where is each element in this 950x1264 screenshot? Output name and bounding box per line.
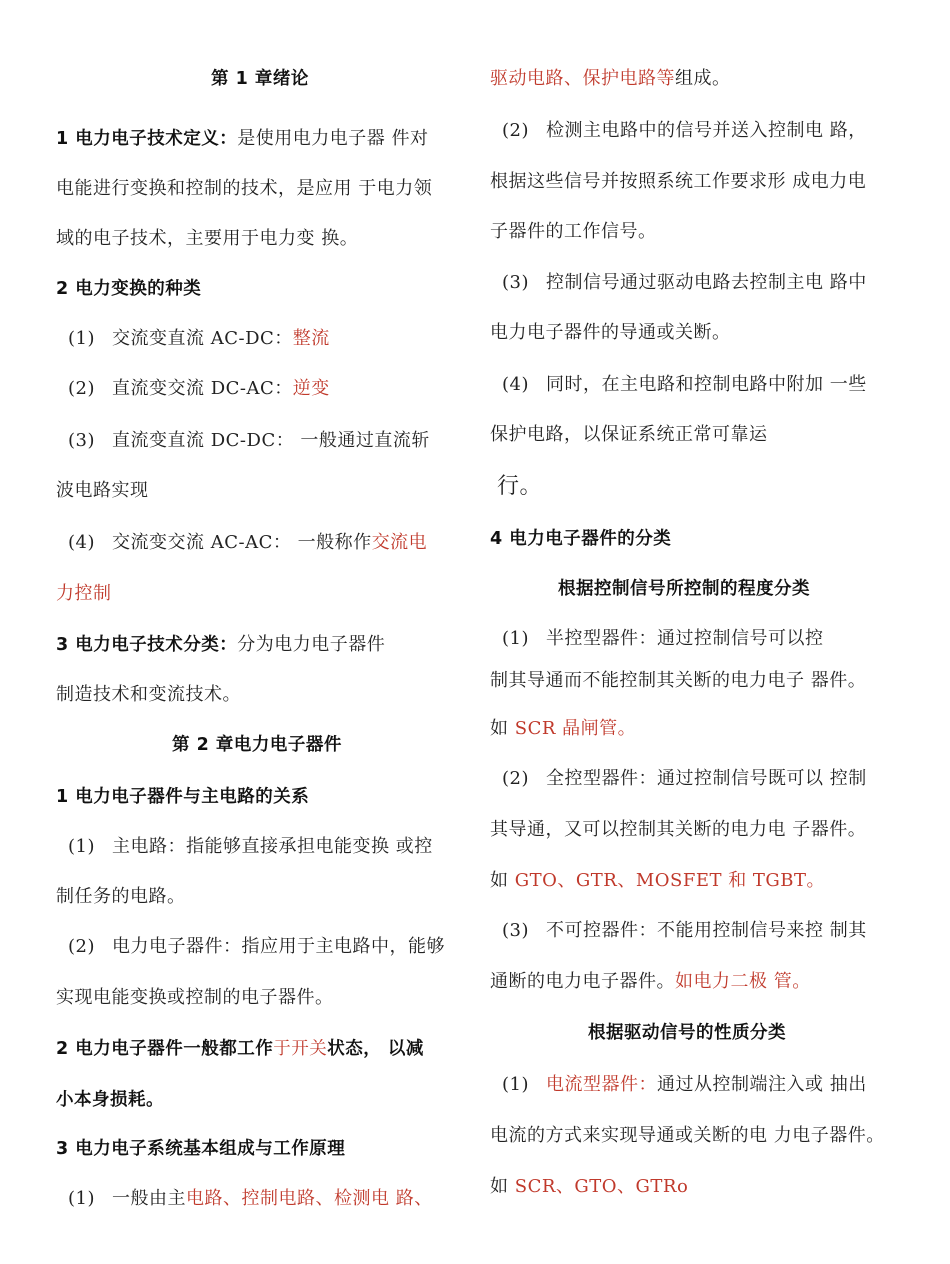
item-text: 半控型器件：通过控制信号可以控 (546, 628, 824, 649)
principle-item-3 (502, 270, 867, 296)
composition-item-1-line-2 (490, 66, 731, 92)
chapter-1-title: 第 1 章绪论 (211, 69, 309, 89)
item-number: (4) (68, 532, 95, 553)
item-number: (2) (502, 120, 529, 141)
section-text: 2 电力电子器件一般都工作 (56, 1039, 274, 1059)
highlight-text: 交流电 (371, 532, 428, 553)
device-type-item-1-line-2: 制其导通而不能控制其关断的电力电子 器件。 (490, 670, 867, 691)
ch2-section-3-heading: 3 电力电子系统基本组成与工作原理 (56, 1139, 346, 1159)
item-text: 交流变交流 AC-AC： 一般称作 (112, 532, 372, 553)
section-1-line-2: 电能进行变换和控制的技术，是应用 于电力领 (56, 178, 433, 199)
highlight-text: 电路、控制电路、检测电 路、 (186, 1188, 433, 1209)
section-3-line-2: 制造技术和变流技术。 (56, 684, 241, 705)
item-text: 通过从控制端注入或 抽出 (657, 1074, 867, 1095)
highlight-text: 逆变 (292, 378, 330, 399)
device-type-item-2-line-3 (490, 868, 825, 894)
principle-item-4-line-2: 保护电路，以保证系统正常可靠运 (490, 424, 768, 445)
principle-item-4 (502, 372, 867, 398)
section-1-heading: 1 电力电子技术定义： (56, 129, 238, 149)
ch2-section-2-line-1 (56, 1036, 424, 1062)
section-3-text: 分为电力电子器件 (237, 634, 386, 655)
relation-item-2-line-2: 实现电能变换或控制的电子器件。 (56, 987, 334, 1008)
conversion-item-4-line-2: 力控制 (56, 583, 112, 604)
drive-type-item-1-line-2: 电流的方式来实现导通或关断的电 力电子器件。 (490, 1125, 885, 1146)
section-text: 状态， 以减 (327, 1039, 424, 1059)
highlight-text: 驱动电路、保护电路等 (490, 68, 675, 89)
ch2-section-1-heading: 1 电力电子器件与主电路的关系 (56, 787, 310, 807)
item-text: 通断的电力电子器件。 (490, 971, 675, 992)
item-text: 电力电子器件：指应用于主电路中，能够 (112, 936, 445, 957)
device-type-item-1 (502, 626, 824, 652)
section-3-line-1 (56, 632, 385, 658)
highlight-text: GTO、GTR、MOSFET 和 TGBT。 (514, 870, 826, 891)
device-type-item-2-line-2: 其导通，又可以控制其关断的电力电 子器件。 (490, 819, 867, 840)
principle-item-2-line-3: 子器件的工作信号。 (490, 221, 657, 242)
item-number: (1) (68, 328, 95, 349)
device-type-item-1-line-3 (490, 716, 636, 742)
principle-item-2 (502, 118, 867, 144)
item-text: 直流变直流 DC-DC： 一般通过直流斩 (112, 430, 430, 451)
drive-type-item-1-line-3 (490, 1174, 688, 1200)
item-number: (2) (502, 768, 529, 789)
principle-item-3-line-2: 电力电子器件的导通或关断。 (490, 322, 731, 343)
conversion-item-2 (68, 376, 330, 402)
relation-item-1 (68, 834, 433, 860)
item-text: 如 (490, 1176, 515, 1197)
item-number: (2) (68, 378, 95, 399)
conversion-item-4 (68, 530, 427, 556)
section-1-line-3: 域的电子技术，主要用于电力变 换。 (56, 228, 359, 249)
relation-item-2 (68, 934, 445, 960)
ch2-section-2-line-2: 小本身损耗。 (56, 1090, 164, 1110)
conversion-item-3-line-2: 波电路实现 (56, 480, 149, 501)
highlight-text: 如电力二极 管。 (675, 971, 811, 992)
highlight-text: 电流型器件： (546, 1074, 657, 1095)
section-4-heading: 4 电力电子器件的分类 (490, 529, 672, 549)
item-number: (3) (68, 430, 95, 451)
item-number: (1) (68, 1188, 95, 1209)
item-text: 同时，在主电路和控制电路中附加 一些 (546, 374, 867, 395)
highlight-text: 于开关 (273, 1039, 328, 1059)
composition-item-1 (68, 1186, 433, 1212)
section-1-line-1 (56, 126, 429, 152)
section-1-text: 是使用电力电子器 件对 (237, 128, 429, 149)
item-text: 检测主电路中的信号并送入控制电 路， (546, 120, 867, 141)
item-text: 直流变交流 DC-AC： (112, 378, 293, 399)
item-text: 如 (490, 870, 515, 891)
conversion-item-3 (68, 428, 430, 454)
item-number: (1) (502, 1074, 529, 1095)
chapter-2-title: 第 2 章电力电子器件 (172, 735, 342, 755)
item-text: 全控型器件：通过控制信号既可以 控制 (546, 768, 867, 789)
item-text: 控制信号通过驱动电路去控制主电 路中 (546, 272, 867, 293)
highlight-text: SCR、GTO、GTRo (514, 1176, 689, 1197)
device-type-item-3 (502, 918, 867, 944)
highlight-text: 整流 (292, 328, 330, 349)
conversion-item-1 (68, 326, 330, 352)
item-text: 交流变直流 AC-DC： (112, 328, 293, 349)
subheading-drive-signal: 根据驱动信号的性质分类 (588, 1023, 786, 1043)
item-text: 不可控器件：不能用控制信号来控 制其 (546, 920, 867, 941)
item-number: (1) (68, 836, 95, 857)
item-text: 组成。 (675, 68, 731, 89)
highlight-text: SCR 晶闸管。 (514, 718, 637, 739)
item-text: 如 (490, 718, 515, 739)
device-type-item-3-line-2 (490, 969, 811, 995)
section-2-heading: 2 电力变换的种类 (56, 279, 202, 299)
drive-type-item-1 (502, 1072, 867, 1098)
section-3-heading: 3 电力电子技术分类： (56, 635, 238, 655)
item-number: (3) (502, 920, 529, 941)
item-text: 一般由主 (112, 1188, 186, 1209)
item-text: 主电路：指能够直接承担电能变换 或控 (112, 836, 433, 857)
relation-item-1-line-2: 制任务的电路。 (56, 886, 186, 907)
principle-item-2-line-2: 根据这些信号并按照系统工作要求形 成电力电 (490, 171, 867, 192)
item-number: (4) (502, 374, 529, 395)
subheading-control-degree: 根据控制信号所控制的程度分类 (558, 579, 810, 599)
item-number: (3) (502, 272, 529, 293)
device-type-item-2 (502, 766, 867, 792)
item-number: (2) (68, 936, 95, 957)
principle-item-4-line-3: 行。 (497, 474, 543, 499)
item-number: (1) (502, 628, 529, 649)
